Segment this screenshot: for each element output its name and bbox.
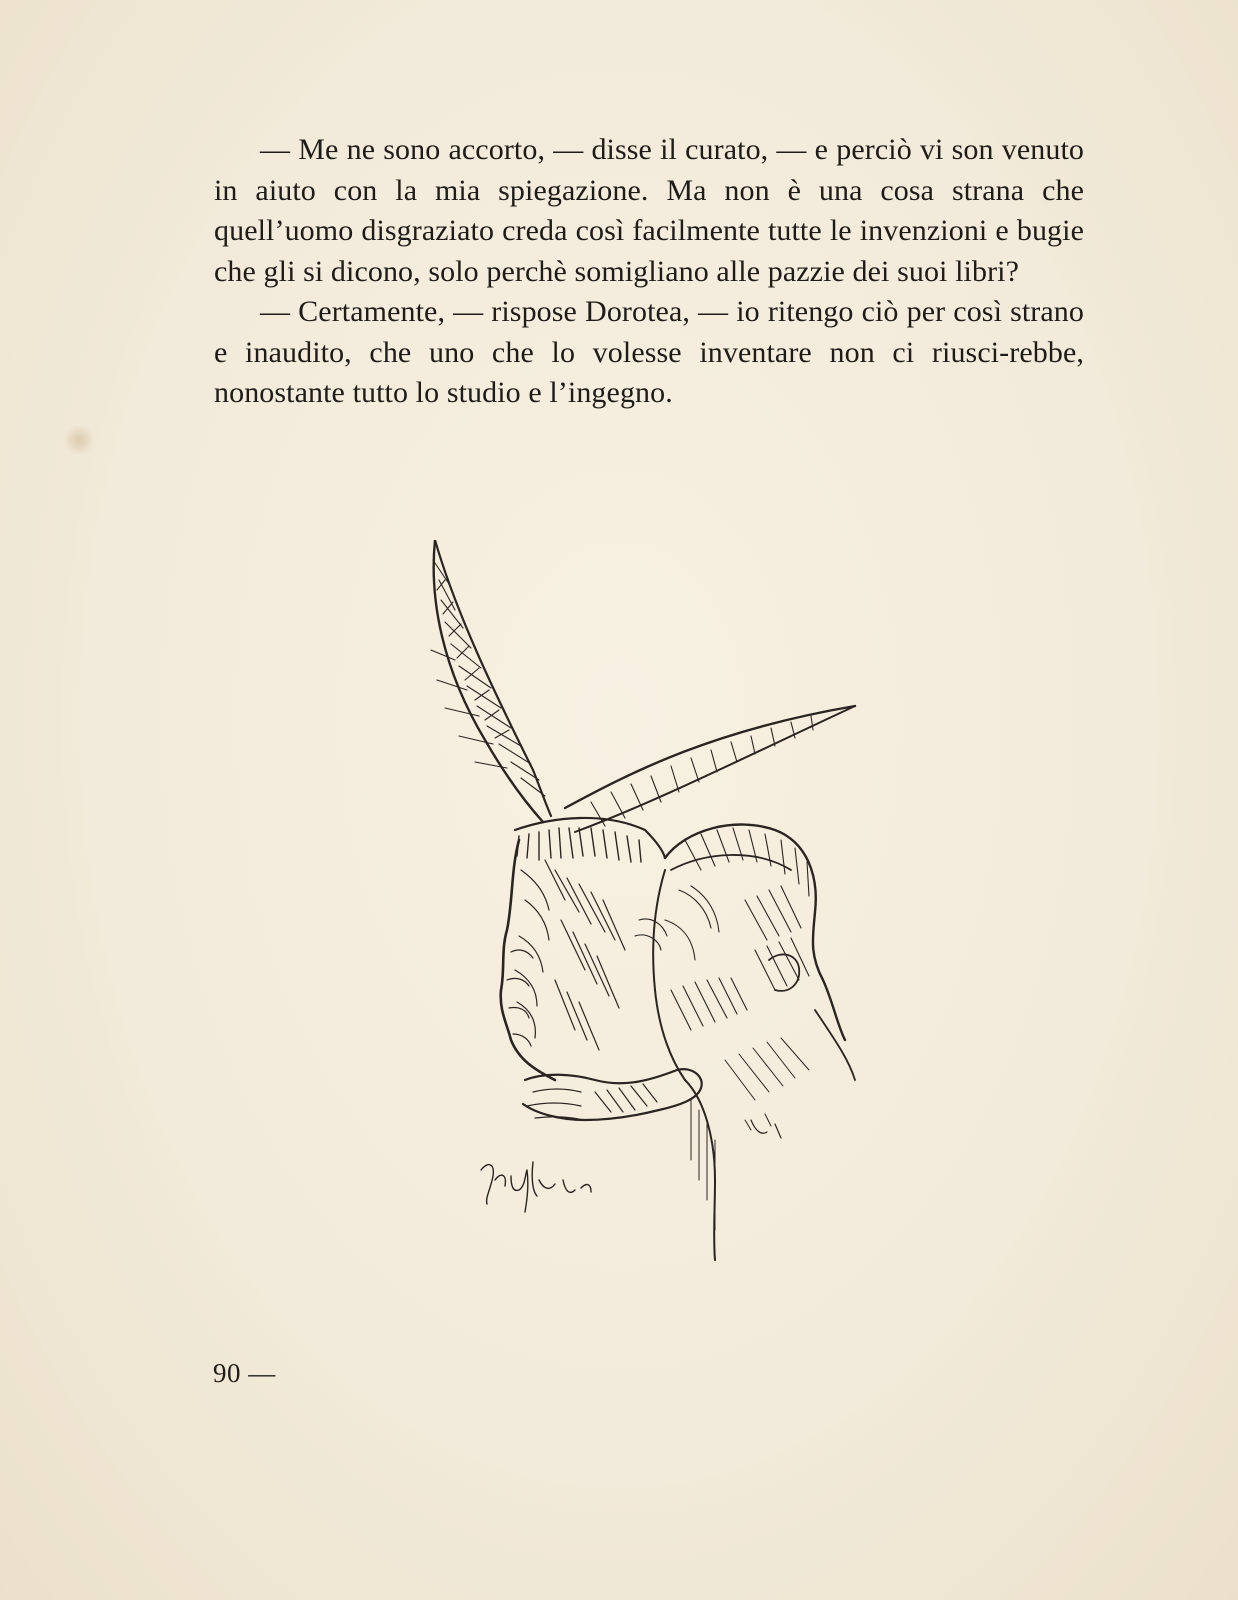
donkey-ear-left xyxy=(434,540,543,822)
body-text xyxy=(214,130,1084,414)
man-torso xyxy=(685,1080,715,1260)
engraving-illustration xyxy=(415,540,875,1280)
signature-scribble xyxy=(481,1162,591,1212)
paragraph-dorotea: — Certamente, — rispose Dorotea, — io ritengo ciò per così strano e inaudito, che uno che lo volesse inventare non ci riusci-rebbe, nonostante tutto lo studio e l’ingegno. xyxy=(214,295,1084,409)
paragraph-curato: — Me ne sono accorto, — disse il curato, — e perciò vi son venuto in aiuto con la mia spiegazione. Ma non è una cosa strana che quell’uomo disgraziato creda così facilmente tutte le invenzioni e bugie che gli si dicono, solo perchè somigliano alle pazzie dei suoi libri? xyxy=(214,133,1084,288)
paper-stain xyxy=(62,425,96,455)
page-number: 90 — xyxy=(213,1358,276,1388)
